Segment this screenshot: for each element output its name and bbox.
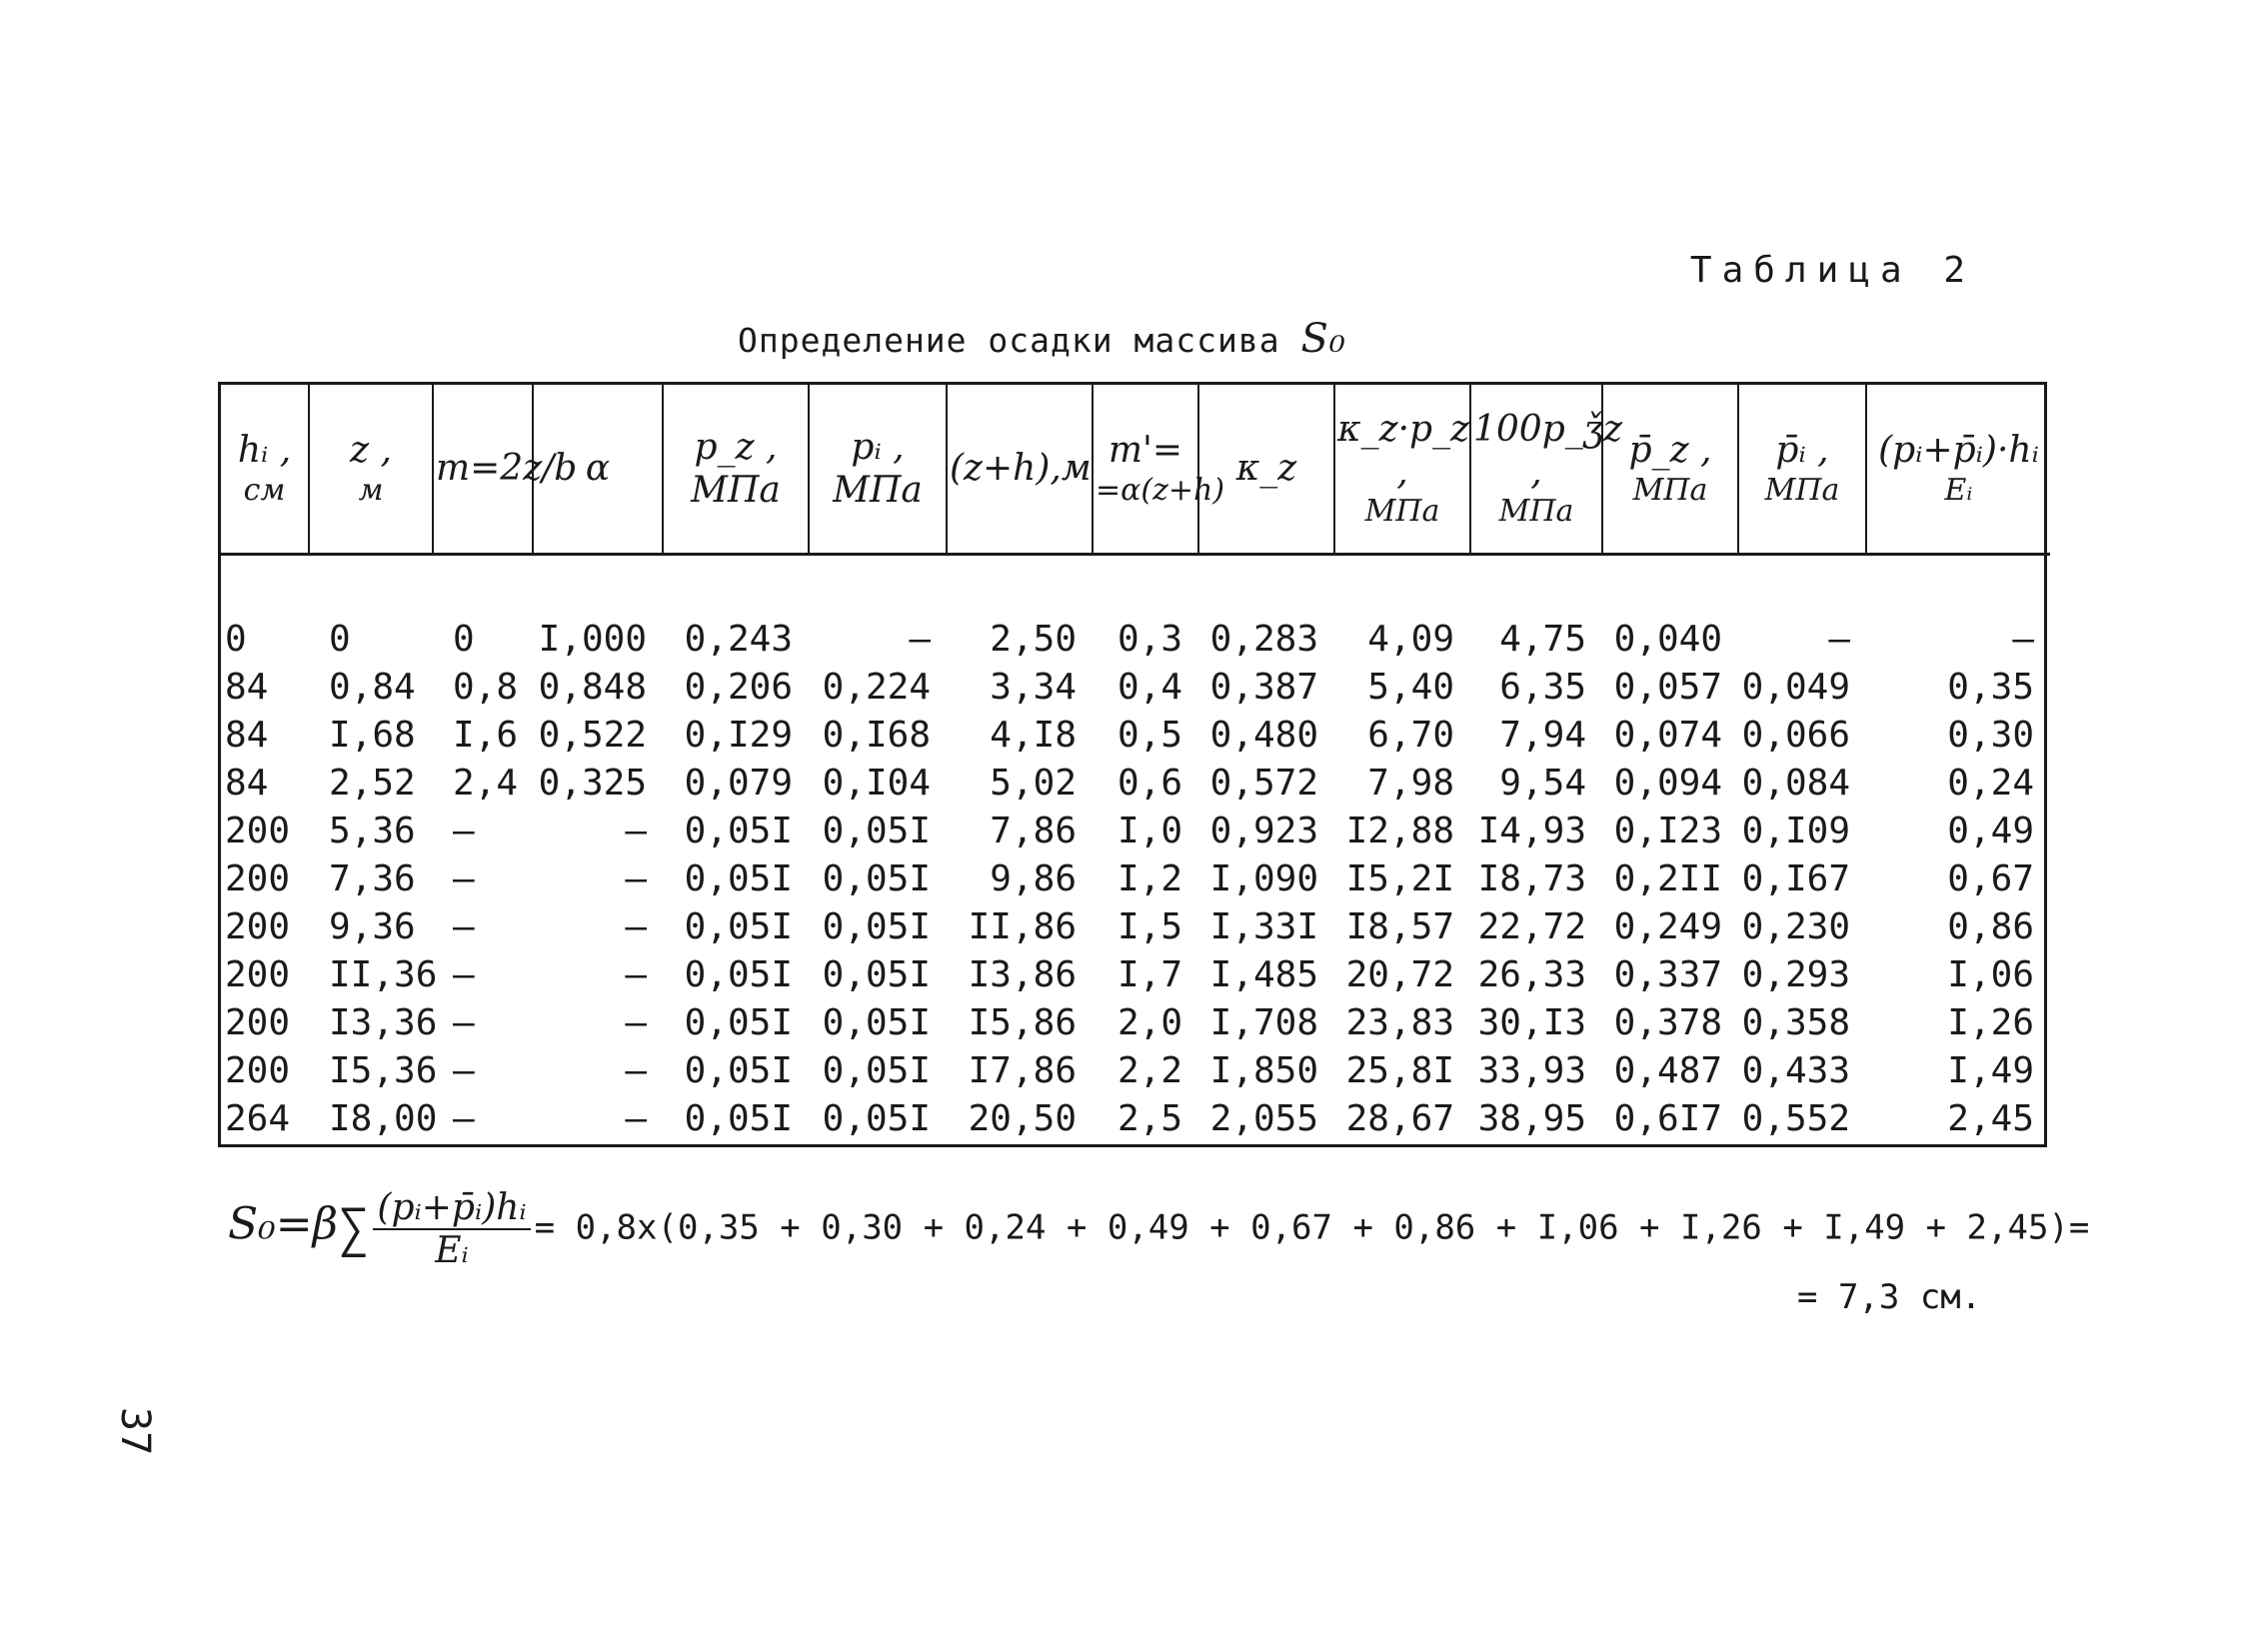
column-header-5	[809, 385, 947, 555]
table-cell: 200	[225, 811, 291, 851]
table-cell: 0,84	[329, 667, 416, 708]
settlement-table	[218, 382, 2047, 1147]
table-cell: –	[909, 619, 931, 660]
table-cell: 0,249	[1613, 906, 1722, 947]
table-cell: 0,05I	[822, 858, 931, 899]
table-cell: 6,35	[1499, 667, 1586, 708]
table-cell: I3,36	[329, 1002, 438, 1043]
column-header-unit: =α(z+h)	[1096, 472, 1225, 508]
column-header-2	[433, 385, 578, 555]
table-cell: –	[625, 858, 647, 899]
table-cell: 0	[225, 619, 247, 660]
table-cell: 0,079	[684, 763, 793, 804]
table-row	[221, 760, 2050, 808]
table-cell: 7,86	[990, 811, 1077, 851]
caption-text: Определение осадки массива	[738, 321, 1280, 360]
table-cell: 0,05I	[822, 1050, 931, 1091]
column-header-unit: МПа	[1498, 494, 1574, 530]
table-label: Таблица 2	[1689, 250, 1975, 291]
table-cell: 0,084	[1741, 763, 1850, 804]
table-cell: 84	[225, 715, 269, 756]
table-cell: I,33I	[1209, 906, 1318, 947]
table-cell: 5,36	[329, 811, 416, 851]
table-cell: 0,433	[1741, 1050, 1850, 1091]
table-cell: 0,05I	[684, 1098, 793, 1139]
table-cell: 7,94	[1499, 715, 1586, 756]
table-cell: 0,358	[1741, 1002, 1850, 1043]
column-header-12	[1738, 385, 1866, 555]
table-cell: 3,34	[990, 667, 1077, 708]
table-cell: 20,72	[1345, 954, 1454, 995]
table-cell: 0,05I	[822, 1098, 931, 1139]
table-row	[221, 664, 2050, 712]
table-cell: 20,50	[968, 1098, 1077, 1139]
table-cell: I8,00	[329, 1098, 438, 1139]
table-cell: 5,02	[990, 763, 1077, 804]
table-cell: 200	[225, 858, 291, 899]
formula-lhs: S₀=β	[228, 1198, 339, 1250]
table-cell: 0,I23	[1613, 811, 1722, 851]
table-cell: –	[625, 1050, 647, 1091]
table-cell: 2,0	[1117, 1002, 1182, 1043]
table-cell: 0,387	[1209, 667, 1318, 708]
table-cell: 0,05I	[684, 954, 793, 995]
caption-symbol: S₀	[1300, 316, 1346, 362]
table-cell: 2,055	[1209, 1098, 1318, 1139]
table-cell: 0,243	[684, 619, 793, 660]
column-header-label: (z+h),м	[950, 448, 1092, 490]
table-cell: 23,83	[1345, 1002, 1454, 1043]
table-cell: 2,4	[453, 763, 519, 804]
column-header-label: m=2z/b	[436, 448, 578, 490]
table-cell: 30,I3	[1477, 1002, 1586, 1043]
table-cell: 0,05I	[822, 1002, 931, 1043]
table-cell: 0,8	[453, 667, 519, 708]
table-cell: I5,36	[329, 1050, 438, 1091]
table-cell: 0,I68	[822, 715, 931, 756]
table-cell: –	[453, 954, 475, 995]
column-header-unit: см	[243, 472, 286, 508]
table-cell: –	[453, 1050, 475, 1091]
table-cell: I,49	[1947, 1050, 2034, 1091]
table-cell: 4,I8	[990, 715, 1077, 756]
column-header-13	[1866, 385, 2050, 555]
table-cell: I,26	[1947, 1002, 2034, 1043]
table-cell: 200	[225, 1002, 291, 1043]
table-cell: –	[453, 1002, 475, 1043]
table-cell: 2,2	[1117, 1050, 1182, 1091]
sum-symbol: ∑	[338, 1199, 370, 1259]
table-cell: I8,57	[1345, 906, 1454, 947]
table-cell: 0,040	[1613, 619, 1722, 660]
table-cell: 0,572	[1209, 763, 1318, 804]
table-cell: –	[625, 1002, 647, 1043]
table-cell: I4,93	[1477, 811, 1586, 851]
table-cell: 0,67	[1947, 858, 2034, 899]
table-cell: –	[625, 906, 647, 947]
table-cell: 0,30	[1947, 715, 2034, 756]
table-cell: 0,325	[538, 763, 647, 804]
table-cell: –	[625, 811, 647, 851]
column-header-unit: Eᵢ	[1944, 472, 1973, 508]
table-cell: I,5	[1117, 906, 1182, 947]
table-cell: 28,67	[1345, 1098, 1454, 1139]
table-cell: –	[625, 1098, 647, 1139]
column-header-label: p̄ᵢ ,	[1775, 430, 1829, 472]
table-cell: 0,552	[1741, 1098, 1850, 1139]
data-table	[221, 385, 2050, 1143]
table-cell: 0,094	[1613, 763, 1722, 804]
table-cell: I,485	[1209, 954, 1318, 995]
formula-rhs: = 0,8x(0,35 + 0,30 + 0,24 + 0,49 + 0,67 + 0,86 + I,06 + I,26 + I,49 + 2,45)=	[534, 1207, 2090, 1248]
table-row	[221, 855, 2050, 903]
table-cell: 0,074	[1613, 715, 1722, 756]
table-cell: 200	[225, 1050, 291, 1091]
table-cell: I,850	[1209, 1050, 1318, 1091]
table-cell: 7,98	[1367, 763, 1454, 804]
table-cell: 0,35	[1947, 667, 2034, 708]
column-header-11	[1602, 385, 1738, 555]
table-cell: 0,24	[1947, 763, 2034, 804]
table-cell: –	[625, 954, 647, 995]
column-header-10	[1470, 385, 1623, 555]
table-cell: 2,52	[329, 763, 416, 804]
table-cell: I,000	[538, 619, 647, 660]
table-row	[221, 951, 2050, 999]
table-cell: I5,2I	[1345, 858, 1454, 899]
table-cell: 0	[453, 619, 475, 660]
formula-fraction	[373, 1187, 530, 1271]
formula-numerator: (pᵢ+p̄ᵢ)hᵢ	[373, 1187, 530, 1230]
table-cell: 0,378	[1613, 1002, 1722, 1043]
column-header-label: α	[585, 448, 611, 490]
table-cell: 0,057	[1613, 667, 1722, 708]
table-cell: 26,33	[1477, 954, 1586, 995]
header-row	[221, 385, 2050, 555]
table-cell: 2,50	[990, 619, 1077, 660]
column-header-unit: МПа	[1764, 472, 1840, 508]
table-cell: –	[2012, 619, 2034, 660]
table-cell: 0,522	[538, 715, 647, 756]
table-cell: 0,05I	[684, 1002, 793, 1043]
column-header-label: (pᵢ+p̄ᵢ)·hᵢ	[1878, 430, 2039, 472]
table-cell: 0,923	[1209, 811, 1318, 851]
page-number: 37	[112, 1407, 158, 1456]
table-cell: I,090	[1209, 858, 1318, 899]
column-header-label: m'=	[1108, 430, 1183, 472]
table-cell: I5,86	[968, 1002, 1077, 1043]
table-cell: I3,86	[968, 954, 1077, 995]
table-cell: 9,86	[990, 858, 1077, 899]
table-cell: 0,I29	[684, 715, 793, 756]
formula-denominator: Eᵢ	[435, 1230, 469, 1271]
column-header-label: 100p_ǯz ,	[1473, 408, 1623, 493]
table-cell: –	[453, 906, 475, 947]
table-cell: 0,480	[1209, 715, 1318, 756]
table-cell: –	[453, 1098, 475, 1139]
table-cell: I8,73	[1477, 858, 1586, 899]
table-cell: I,0	[1117, 811, 1182, 851]
table-cell: 84	[225, 667, 269, 708]
table-cell: I,2	[1117, 858, 1182, 899]
table-row	[221, 555, 2050, 665]
table-cell: II,86	[968, 906, 1077, 947]
table-cell: 9,54	[1499, 763, 1586, 804]
table-cell: 2,5	[1117, 1098, 1182, 1139]
column-header-label: z ,	[350, 430, 392, 472]
column-header-label: κ_z	[1235, 448, 1297, 490]
table-cell: –	[1828, 619, 1850, 660]
table-cell: 0,230	[1741, 906, 1850, 947]
settlement-formula	[228, 1187, 2090, 1271]
column-header-label: κ_z·p_z ,	[1337, 408, 1470, 493]
column-header-7	[1093, 385, 1225, 555]
table-caption	[738, 316, 1346, 362]
table-cell: –	[453, 811, 475, 851]
table-cell: 200	[225, 954, 291, 995]
table-cell: I,7	[1117, 954, 1182, 995]
table-cell: I7,86	[968, 1050, 1077, 1091]
column-header-0	[221, 385, 309, 555]
table-body	[221, 555, 2050, 1144]
table-cell: 6,70	[1367, 715, 1454, 756]
table-cell: 4,75	[1499, 619, 1586, 660]
table-cell: 7,36	[329, 858, 416, 899]
table-cell: 0,I04	[822, 763, 931, 804]
table-cell: 25,8I	[1345, 1050, 1454, 1091]
formula-result: = 7,3 см.	[1797, 1277, 1982, 1317]
table-cell: 0,049	[1741, 667, 1850, 708]
table-row	[221, 712, 2050, 760]
table-cell: 0,86	[1947, 906, 2034, 947]
column-header-unit: МПа	[1632, 472, 1708, 508]
column-header-6	[947, 385, 1093, 555]
table-cell: 0,I09	[1741, 811, 1850, 851]
table-cell: 4,09	[1367, 619, 1454, 660]
table-cell: 9,36	[329, 906, 416, 947]
table-cell: –	[453, 858, 475, 899]
table-cell: 0,6	[1117, 763, 1182, 804]
table-cell: 0,05I	[684, 858, 793, 899]
table-row	[221, 1095, 2050, 1143]
column-header-label: pᵢ , МПа	[833, 426, 923, 511]
table-cell: 200	[225, 906, 291, 947]
table-cell: 0,5	[1117, 715, 1182, 756]
column-header-label: hᵢ ,	[237, 430, 292, 472]
column-header-8	[1198, 385, 1334, 555]
table-cell: I,708	[1209, 1002, 1318, 1043]
table-cell: 0,283	[1209, 619, 1318, 660]
table-cell: 0,49	[1947, 811, 2034, 851]
table-cell: I,06	[1947, 954, 2034, 995]
table-cell: 0,224	[822, 667, 931, 708]
table-cell: II,36	[329, 954, 438, 995]
table-cell: 0,337	[1613, 954, 1722, 995]
column-header-label: p_z , МПа	[691, 426, 781, 511]
column-header-unit: м	[358, 472, 384, 508]
table-row	[221, 808, 2050, 855]
table-cell: I,6	[453, 715, 519, 756]
table-cell: 0,05I	[684, 906, 793, 947]
table-cell: 38,95	[1477, 1098, 1586, 1139]
table-row	[221, 999, 2050, 1047]
table-row	[221, 1047, 2050, 1095]
table-row	[221, 903, 2050, 951]
column-header-unit: МПа	[1364, 494, 1440, 530]
table-cell: I,68	[329, 715, 416, 756]
table-cell: 84	[225, 763, 269, 804]
table-cell: 264	[225, 1098, 291, 1139]
table-cell: 0,05I	[684, 811, 793, 851]
table-cell: 5,40	[1367, 667, 1454, 708]
table-cell: 22,72	[1477, 906, 1586, 947]
table-cell: I2,88	[1345, 811, 1454, 851]
column-header-1	[309, 385, 433, 555]
column-header-4	[663, 385, 809, 555]
table-cell: 0,3	[1117, 619, 1182, 660]
table-cell: 33,93	[1477, 1050, 1586, 1091]
table-cell: 2,45	[1947, 1098, 2034, 1139]
table-cell: 0,6I7	[1613, 1098, 1722, 1139]
table-cell: 0,2II	[1613, 858, 1722, 899]
table-cell: 0,05I	[684, 1050, 793, 1091]
table-cell: 0,066	[1741, 715, 1850, 756]
table-cell: 0,4	[1117, 667, 1182, 708]
table-cell: 0	[329, 619, 351, 660]
column-header-label: p̄_z ,	[1628, 430, 1712, 472]
table-cell: 0,293	[1741, 954, 1850, 995]
column-header-9	[1334, 385, 1470, 555]
table-cell: 0,05I	[822, 811, 931, 851]
table-cell: 0,05I	[822, 954, 931, 995]
table-cell: 0,848	[538, 667, 647, 708]
table-cell: 0,05I	[822, 906, 931, 947]
table-cell: 0,I67	[1741, 858, 1850, 899]
table-cell: 0,206	[684, 667, 793, 708]
table-cell: 0,487	[1613, 1050, 1722, 1091]
